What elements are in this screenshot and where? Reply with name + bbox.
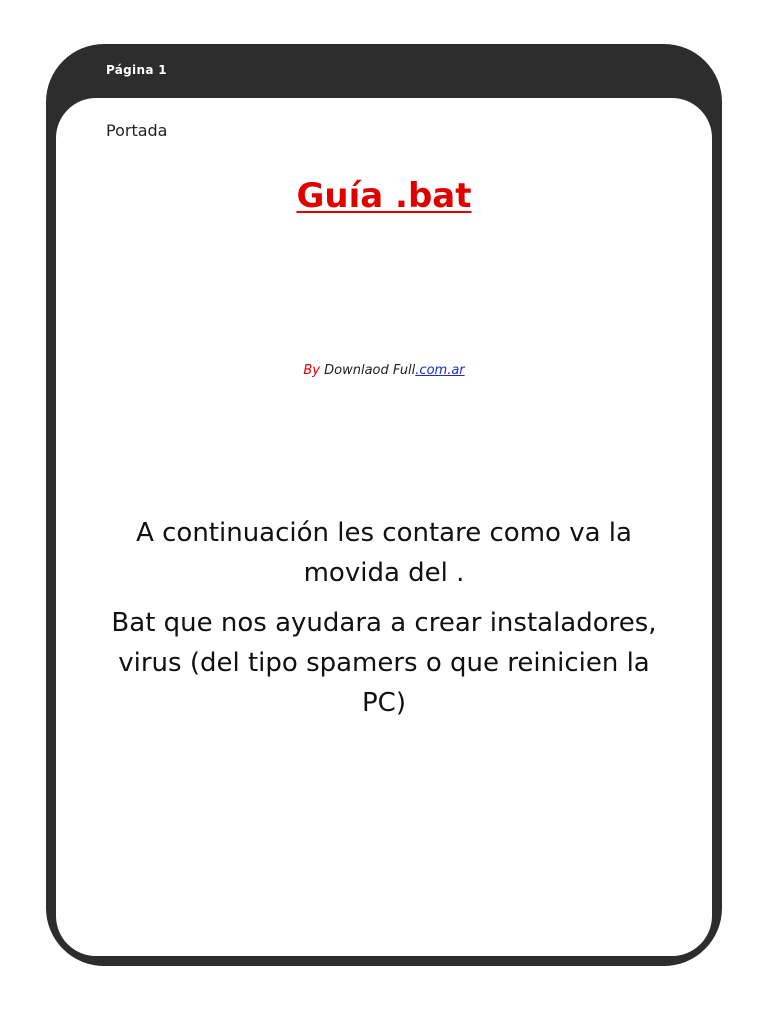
section-label: Portada — [106, 121, 168, 140]
byline — [56, 363, 712, 378]
byline-by: By — [303, 363, 320, 378]
byline-author: Downlaod Full — [319, 363, 416, 378]
paragraph-description: Bat que nos ayudara a crear instaladores, virus (del tipo spamers o que reinicien la PC) — [111, 608, 657, 718]
byline-link[interactable]: .com.ar — [415, 363, 465, 378]
document-title: Guía .bat — [296, 176, 472, 216]
body-text — [96, 513, 672, 733]
paragraph-intro: A continuación les contare como va la movida del . — [136, 518, 632, 588]
page-number-label: Página 1 — [106, 63, 167, 77]
